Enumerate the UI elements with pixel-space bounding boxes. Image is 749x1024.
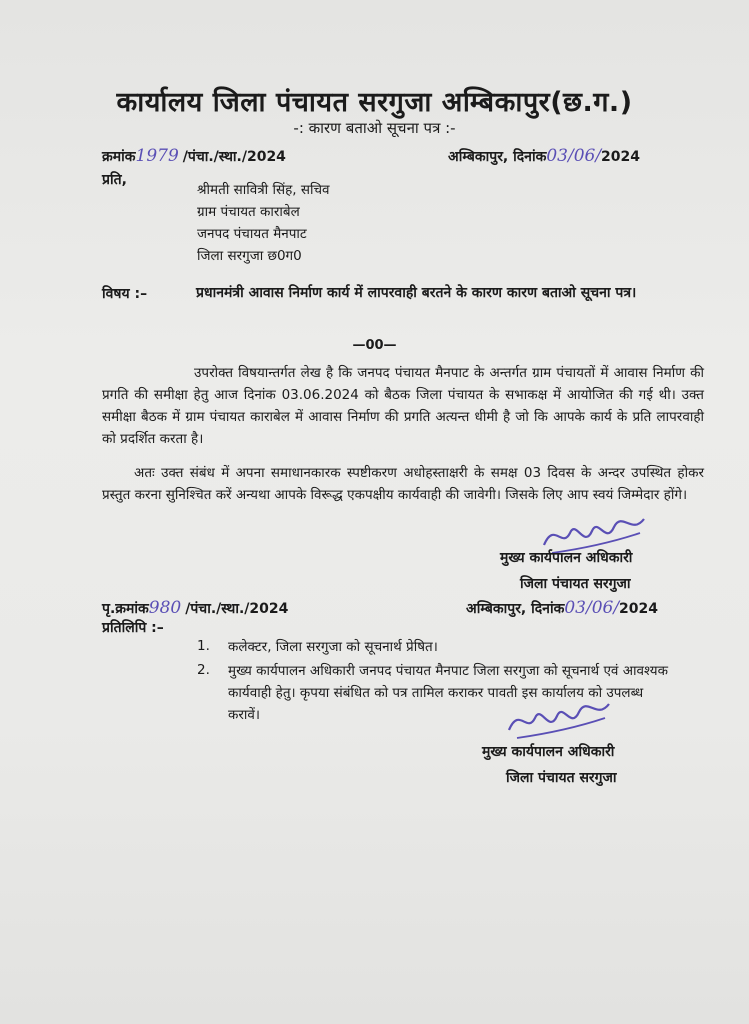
separator: —00— bbox=[352, 338, 397, 353]
copy-place-date-label: अम्बिकापुर, दिनांक bbox=[466, 601, 565, 617]
reference-year: 2024 bbox=[601, 149, 641, 165]
reference-label: क्रमांक bbox=[102, 149, 136, 165]
office-title: कार्यालय जिला पंचायत सरगुजा अम्बिकापुर(छ.ग.) bbox=[116, 87, 633, 118]
copy-item-number: 2. bbox=[197, 662, 210, 678]
reference-date bbox=[448, 146, 640, 166]
copy-list-label: प्रतिलिपि :– bbox=[102, 620, 164, 636]
copy-reference-number: 980 bbox=[148, 598, 182, 618]
subject-text: प्रधानमंत्री आवास निर्माण कार्य में लापरवाही बरतने के कारण कारण बताओ सूचना पत्र। bbox=[196, 285, 637, 301]
copy-reference-line bbox=[102, 598, 288, 618]
recipient-label: प्रति, bbox=[102, 172, 127, 188]
copy-item-text: मुख्य कार्यपालन अधिकारी जनपद पंचायत मैनपाट जिला सरगुजा को सूचनार्थ एवं आवश्यक कार्यवाही हेतु। कृपया संबंधित को पत्र तामिल कराकर पावती इस कार्यालय को उपलब्ध करावें। bbox=[228, 663, 668, 723]
copy-reference-date bbox=[466, 598, 658, 618]
copy-reference-suffix: /पंचा./स्था./2024 bbox=[185, 601, 289, 617]
signature-office: जिला पंचायत सरगुजा bbox=[520, 576, 631, 592]
copy-item-number: 1. bbox=[197, 638, 210, 654]
signature-scribble bbox=[505, 690, 615, 750]
place-date-label: अम्बिकापुर, दिनांक bbox=[448, 149, 547, 165]
recipient-line: ग्राम पंचायत काराबेल bbox=[197, 204, 300, 220]
signature-designation: मुख्य कार्यपालन अधिकारी bbox=[500, 550, 633, 566]
reference-number: 1979 bbox=[135, 146, 179, 166]
signature-office: जिला पंचायत सरगुजा bbox=[506, 770, 617, 786]
subject-label: विषय :– bbox=[102, 286, 148, 302]
recipient-line: श्रीमती सावित्री सिंह, सचिव bbox=[197, 182, 330, 198]
recipient-line: जिला सरगुजा छ0ग0 bbox=[197, 248, 302, 264]
copy-reference-year: 2024 bbox=[619, 601, 659, 617]
reference-date-value: 03/06/ bbox=[546, 146, 602, 166]
body-paragraph-2: अतः उक्त संबंध में अपना समाधानकारक स्पष्टीकरण अधोहस्ताक्षरी के समक्ष 03 दिवस के अन्दर उपस्थित होकर प्रस्तुत करना सुनिश्चित करें अन्यथा आपके विरूद्ध एकपक्षीय कार्यवाही की जावेगी। जिसके लिए आप स्वयं जिम्मेदार होंगे। bbox=[102, 465, 704, 503]
reference-line bbox=[102, 146, 286, 166]
copy-reference-date-value: 03/06/ bbox=[564, 598, 620, 618]
recipient-line: जनपद पंचायत मैनपाट bbox=[197, 226, 307, 242]
copy-item-text: कलेक्टर, जिला सरगुजा को सूचनार्थ प्रेषित। bbox=[228, 639, 438, 655]
body-paragraph-1: उपरोक्त विषयान्तर्गत लेख है कि जनपद पंचायत मैनपाट के अन्तर्गत ग्राम पंचायतों में आवास निर्माण की प्रगति की समीक्षा हेतु आज दिनांक 03.06.2024 को बैठक जिला पंचायत के सभाकक्ष में आयोजित की गई थी। उक्त समीक्षा बैठक में ग्राम पंचायत काराबेल में आवास निर्माण की प्रगति अत्यन्त धीमी है जो कि आपके कार्य के प्रति लापरवाही को प्रदर्शित करता है। bbox=[102, 365, 704, 447]
reference-suffix: /पंचा./स्था./2024 bbox=[182, 149, 286, 165]
signature-designation: मुख्य कार्यपालन अधिकारी bbox=[482, 744, 615, 760]
notice-type: -: कारण बताओ सूचना पत्र :- bbox=[293, 119, 456, 137]
copy-reference-label: पृ.क्रमांक bbox=[102, 601, 149, 617]
